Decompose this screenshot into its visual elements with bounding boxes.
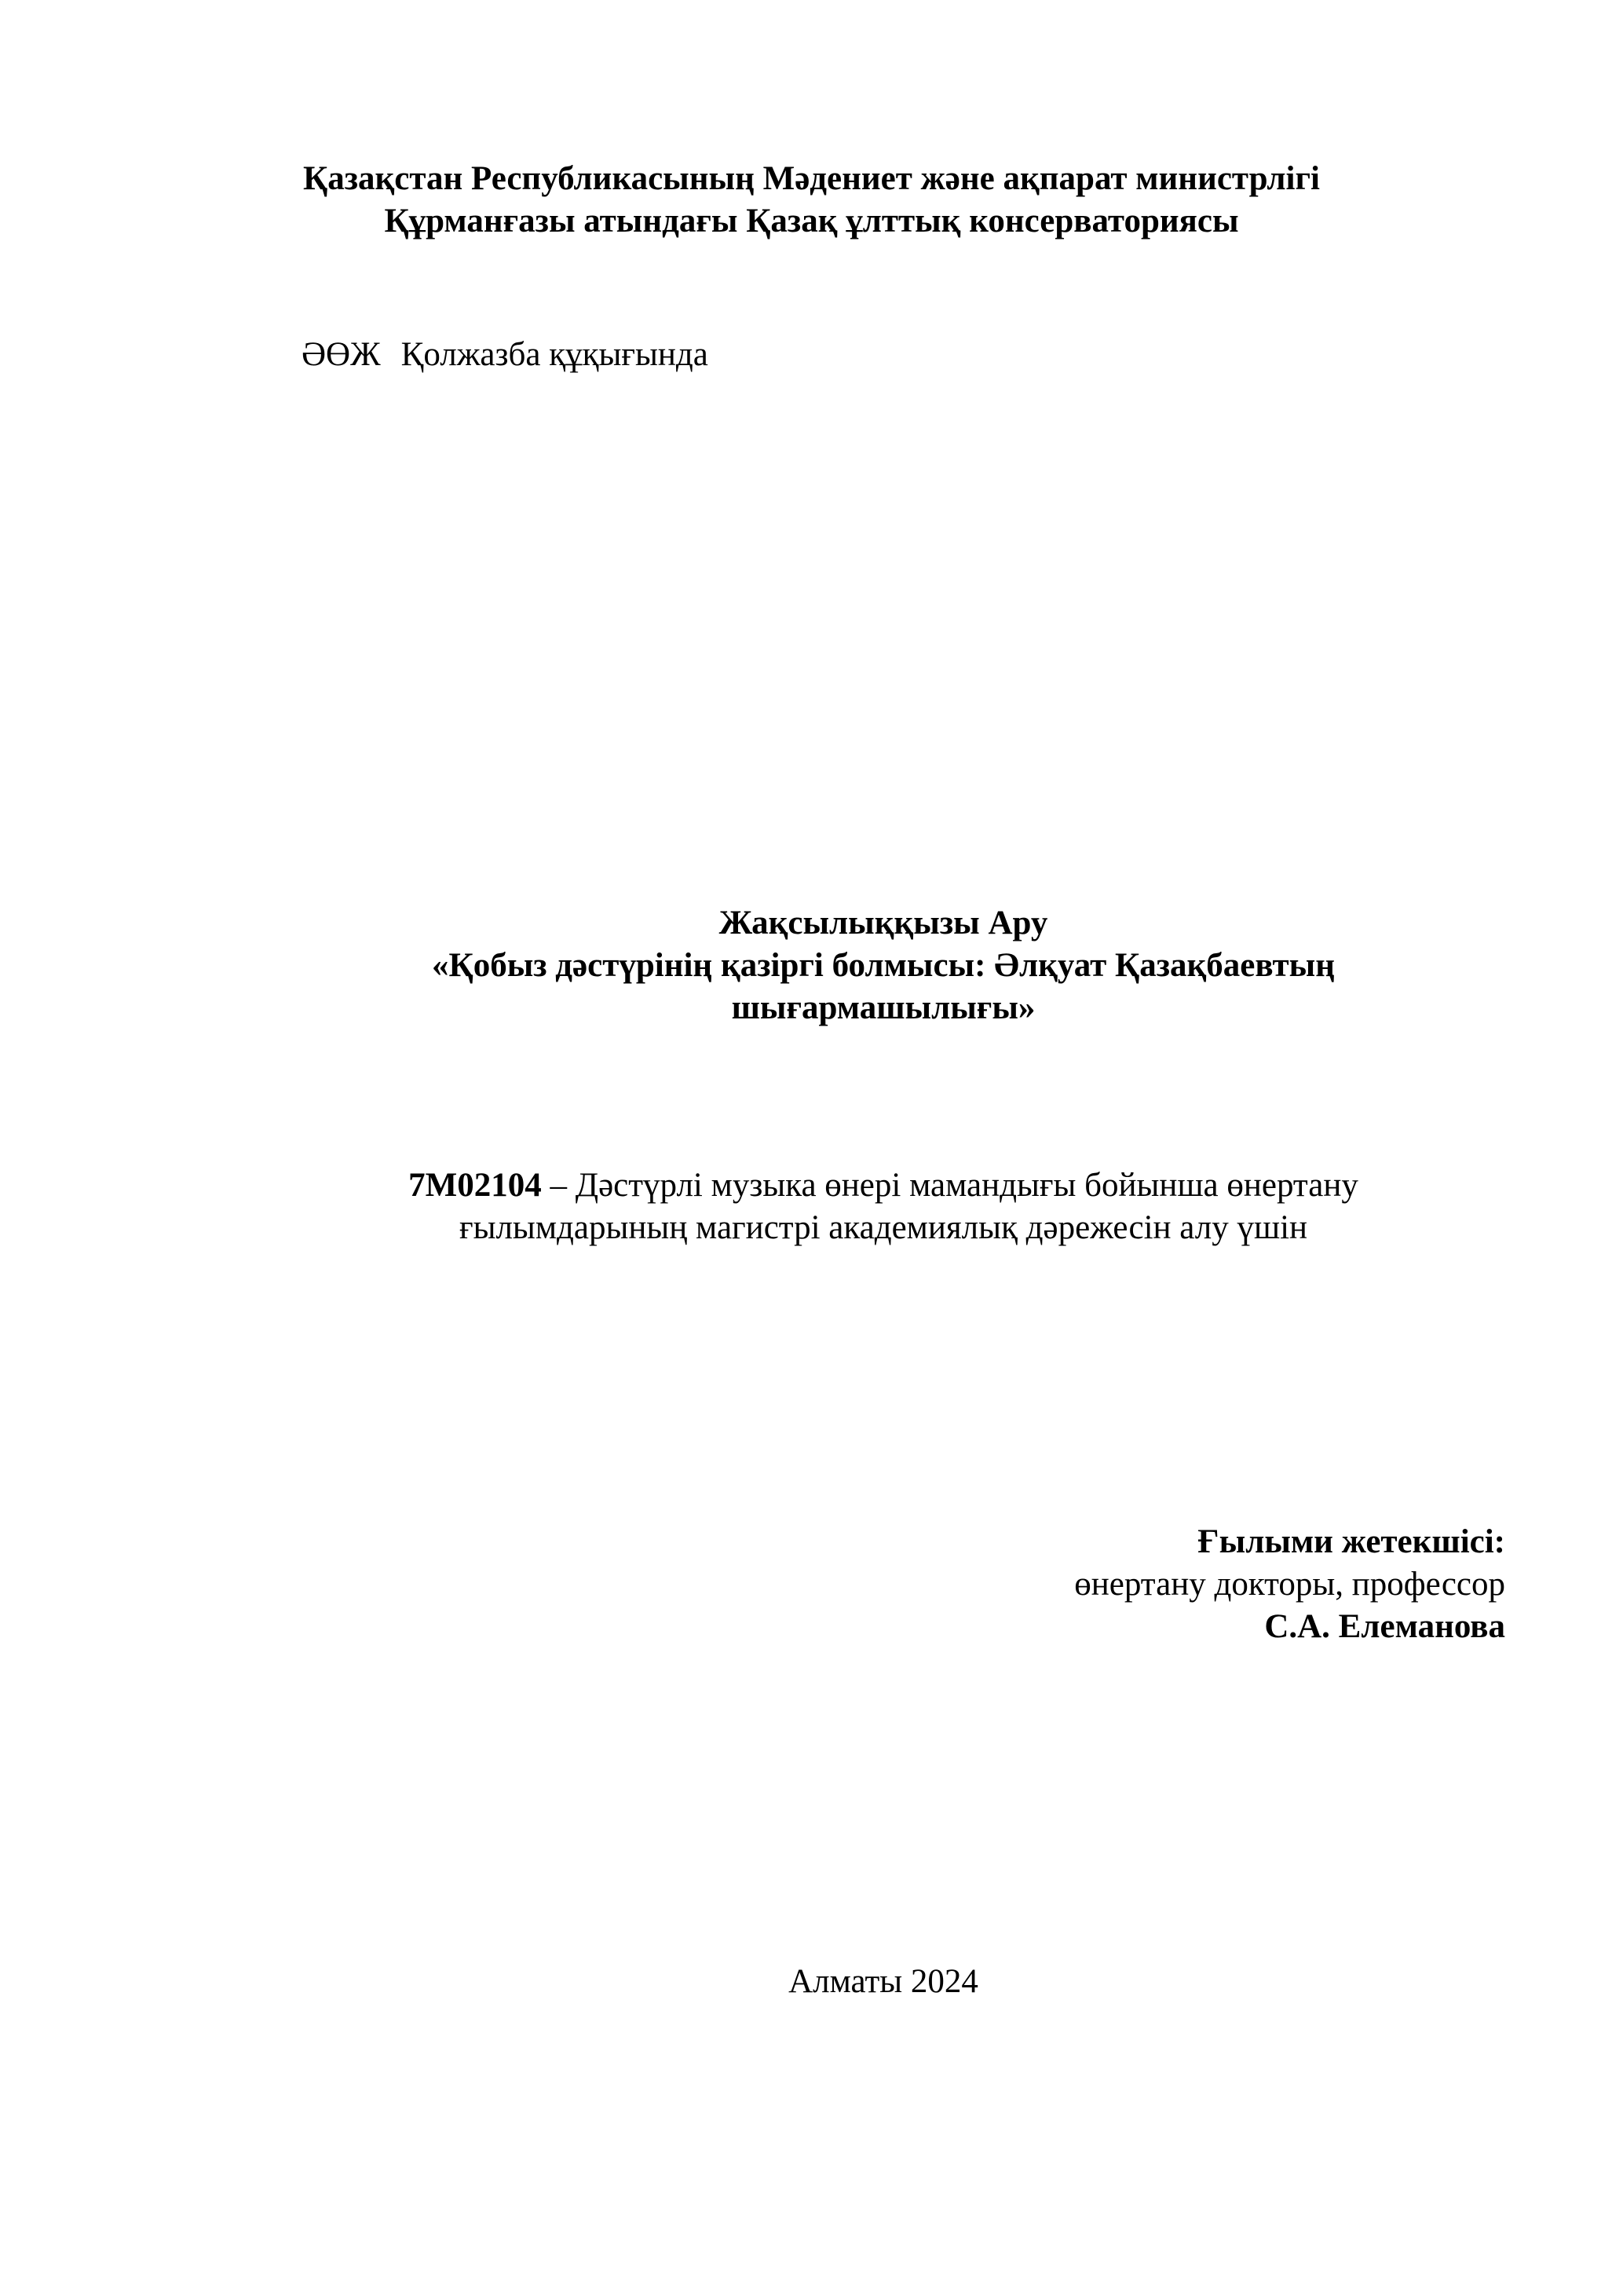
supervisor-name: С.А. Елеманова (1264, 1608, 1505, 1645)
specialty-description: – Дәстүрлі музыка өнері мамандығы бойынша өнертану (541, 1167, 1358, 1204)
manuscript-note: Қолжазба құқығында (400, 336, 708, 373)
supervisor-degree: өнертану докторы, профессор (1074, 1566, 1505, 1603)
specialty-line-2: ғылымдарының магистрі академиялық дәрежесін алу үшін (459, 1209, 1308, 1246)
conservatory-name: Құрманғазы атындағы Қазақ ұлттық консерваториясы (384, 203, 1239, 239)
city-year: Алматы 2024 (788, 1963, 978, 2000)
specialty-code: 7М02104 (408, 1167, 542, 1204)
ministry-name: Қазақстан Республикасының Мәдениет және ақпарат министрлігі (303, 160, 1320, 197)
thesis-title-line-1: «Қобыз дәстүрінің қазіргі болмысы: Әлқуат Қазақбаевтың (432, 947, 1335, 984)
supervisor-heading: Ғылыми жетекшісі: (1197, 1523, 1505, 1560)
specialty-line-1 (298, 1165, 1468, 1206)
udc-line (302, 335, 708, 375)
thesis-title-line-2: шығармашылығы» (731, 989, 1036, 1026)
udc-label: ӘӨЖ (302, 336, 381, 373)
author-name: Жақсылыққызы Ару (718, 905, 1048, 941)
